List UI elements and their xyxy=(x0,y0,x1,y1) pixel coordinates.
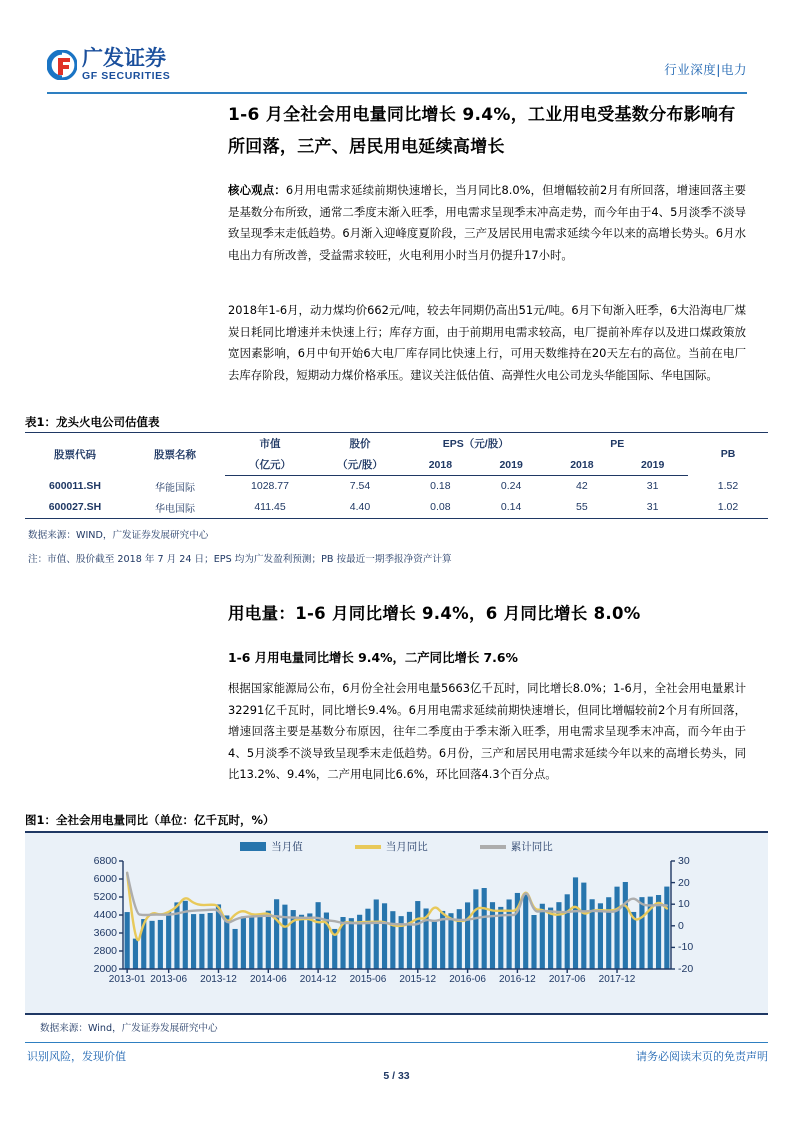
col-subheader-market-cap-unit: （亿元） xyxy=(225,454,315,476)
cell-pe-2018: 55 xyxy=(547,497,618,519)
legend-swatch-line-yellow-icon xyxy=(355,845,381,849)
chart-plot-area xyxy=(93,855,694,985)
y-axis-left-tick-label: 6800 xyxy=(93,855,117,867)
y-axis-right-tick-label: -10 xyxy=(678,941,694,954)
col-header-market-cap: 市值 xyxy=(225,433,315,455)
y-axis-left-tick-label: 3600 xyxy=(93,927,117,939)
legend-label-monthly-value: 当月值 xyxy=(271,841,303,853)
logo-text-en: GF SECURITIES xyxy=(82,70,171,82)
cell-eps-2019: 0.14 xyxy=(476,497,547,519)
table1-caption: 表1：龙头火电公司估值表 xyxy=(25,415,160,429)
cell-pb: 1.52 xyxy=(717,480,739,492)
y-axis-right-tick-label: 20 xyxy=(678,876,690,889)
gf-logo-icon xyxy=(47,50,77,80)
page-header xyxy=(47,48,747,94)
breadcrumb: 行业深度|电力 xyxy=(664,62,747,77)
y-axis-left-tick-label: 2000 xyxy=(93,963,117,975)
x-axis-tick-label: 2014-06 xyxy=(249,974,287,985)
cell-pb: 1.02 xyxy=(688,497,768,519)
table-row xyxy=(25,476,768,497)
cell-stock-code: 600027.SH xyxy=(25,497,125,519)
x-axis-tick-label: 2013-12 xyxy=(200,974,237,985)
footer-divider xyxy=(25,1042,768,1043)
section-heading-electricity: 用电量：1-6 月同比增长 9.4%，6 月同比增长 8.0% xyxy=(228,604,641,623)
figure1-caption: 图1：全社会用电量同比（单位：亿千瓦时，%） xyxy=(25,813,275,827)
y-axis-right-tick-label: 10 xyxy=(678,898,690,911)
electricity-consumption-chart xyxy=(25,833,768,1013)
cell-pe-2019: 31 xyxy=(617,497,688,519)
col-subheader-pe-2019: 2019 xyxy=(617,454,688,476)
col-subheader-price-unit: （元/股） xyxy=(315,454,405,476)
col-subheader-eps-2018: 2018 xyxy=(405,454,476,476)
col-header-stock-name: 股票名称 xyxy=(125,433,225,476)
x-axis-tick-label: 2013-01 xyxy=(108,974,146,985)
cell-stock-name: 华电国际 xyxy=(125,497,225,519)
y-axis-right-tick-label: -20 xyxy=(678,963,694,975)
x-axis-tick-label: 2015-12 xyxy=(399,974,437,985)
cell-pe-2018: 42 xyxy=(576,480,588,493)
y-axis-left-tick-label: 6000 xyxy=(93,873,117,885)
cell-stock-code: 600011.SH xyxy=(49,480,101,492)
cell-stock-name: 华能国际 xyxy=(155,482,195,494)
figure1-source: 数据来源：Wind，广发证券发展研究中心 xyxy=(40,1023,218,1034)
table1-wrapper xyxy=(25,432,768,519)
header-divider xyxy=(47,92,747,94)
legend-label-monthly-yoy: 当月同比 xyxy=(385,841,428,853)
x-axis-tick-label: 2016-12 xyxy=(499,974,536,985)
footer-disclaimer: 请务必阅读末页的免责声明 xyxy=(636,1050,768,1063)
legend-swatch-line-gray-icon xyxy=(480,845,506,849)
x-axis-tick-label: 2015-06 xyxy=(349,974,387,985)
chart-svg xyxy=(123,861,671,969)
cell-price: 4.40 xyxy=(315,497,405,519)
col-header-pe: PE xyxy=(547,433,689,455)
x-axis-tick-label: 2017-12 xyxy=(598,974,636,985)
table1-source: 数据来源：WIND，广发证券发展研究中心 xyxy=(28,530,209,541)
paragraph-core-viewpoint: 核心观点：6月用电需求延续前期快速增长，当月同比8.0%，但增幅较前2月有所回落，增速回落主要是基数分布所致，通常二季度末渐入旺季，用电需求呈现季末冲高走势，而今年由于4、5月淡季不淡导致呈现季末走低趋势。6月渐入迎峰度夏阶段，三产及居民用电需求延续今年以来的高增长势头。6月水电出力有所改善，受益需求较旺，火电利用小时当月仍提升17小时。 xyxy=(228,183,746,262)
x-axis-tick-label: 2014-12 xyxy=(299,974,337,985)
col-subheader-eps-2019: 2019 xyxy=(476,454,547,476)
paragraph-electricity-consumption: 根据国家能源局公布，6月份全社会用电量5663亿千瓦时，同比增长8.0%；1-6月，全社会用电量累计32291亿千瓦时，同比增长9.4%。6月用电需求延续前期快速增长，但同比增幅较前2个月有所回落，增速回落主要是基数分布原因，往年二季度由于季末渐入旺季，用电需求呈现季末冲高，而今年由于4、5月淡季不淡导致呈现季末走低趋势。6月份，三产和居民用电需求延续今年以来的高增长势头，同比13.2%、9.4%，二产用电同比6.6%，环比回落4.3个百分点。 xyxy=(228,681,746,781)
logo-text-cn: 广发证券 xyxy=(82,46,166,70)
page-number: 5 / 33 xyxy=(383,1070,410,1082)
cell-price: 7.54 xyxy=(349,480,371,493)
x-axis-tick-label: 2013-06 xyxy=(150,974,188,985)
paragraph-coal-price: 2018年1-6月，动力煤均价662元/吨，较去年同期仍高出51元/吨。6月下旬渐入旺季，6大沿海电厂煤炭日耗同比增速并未快速上行；库存方面，由于前期用电需求较高，电厂提前补库存以及进口煤政策放宽因素影响，6月中旬开始6大电厂库存同比快速上行，可用天数维持在20天左右的高位。当前在电厂去库存阶段，短期动力煤价格承压。建议关注低估值、高弹性火电公司龙头华能国际、华电国际。 xyxy=(228,303,746,382)
table-row xyxy=(25,497,768,519)
figure1-bottom-rule xyxy=(25,1013,768,1015)
legend-item-monthly-value xyxy=(240,839,303,854)
cell-market-cap: 1028.77 xyxy=(251,480,289,493)
col-header-price: 股价 xyxy=(315,433,405,455)
col-subheader-pe-2018: 2018 xyxy=(547,454,618,476)
footer-slogan: 识别风险，发现价值 xyxy=(27,1050,126,1063)
figure1-body xyxy=(25,833,768,1013)
y-axis-right-tick-label: 30 xyxy=(678,855,690,867)
cell-market-cap: 411.45 xyxy=(225,497,315,519)
legend-swatch-bar-icon xyxy=(240,842,266,851)
cell-eps-2018: 0.18 xyxy=(430,480,451,493)
col-header-pb: PB xyxy=(688,433,768,476)
y-axis-left-tick-label: 4400 xyxy=(93,909,117,921)
subsection-heading-electricity: 1-6 月用电量同比增长 9.4%，二产同比增长 7.6% xyxy=(228,650,518,665)
brand-logo xyxy=(47,48,170,82)
chart-legend xyxy=(25,839,768,854)
page-title: 1-6 月全社会用电量同比增长 9.4%，工业用电受基数分布影响有所回落，三产、居民用电延续高增长 xyxy=(228,105,736,157)
col-header-eps: EPS（元/股） xyxy=(405,433,547,455)
valuation-table xyxy=(25,432,768,519)
legend-item-monthly-yoy xyxy=(355,839,428,854)
x-axis-tick-label: 2017-06 xyxy=(548,974,586,985)
x-axis-tick-label: 2016-06 xyxy=(449,974,486,985)
table1-note: 注：市值、股价截至 2018 年 7 月 24 日；EPS 均为广发盈利预测；PB 按最近一期季报净资产计算 xyxy=(28,554,452,565)
legend-label-cumulative-yoy: 累计同比 xyxy=(510,841,553,853)
cell-eps-2019: 0.24 xyxy=(500,480,522,493)
table-header-row-1 xyxy=(25,433,768,455)
cell-pe-2019: 31 xyxy=(646,480,659,493)
cell-eps-2018: 0.08 xyxy=(405,497,476,519)
col-header-stock-code: 股票代码 xyxy=(25,433,125,476)
y-axis-left-tick-label: 2800 xyxy=(93,945,117,957)
legend-item-cumulative-yoy xyxy=(480,839,553,854)
y-axis-right-tick-label: 0 xyxy=(678,919,684,932)
y-axis-left-tick-label: 5200 xyxy=(93,891,117,903)
